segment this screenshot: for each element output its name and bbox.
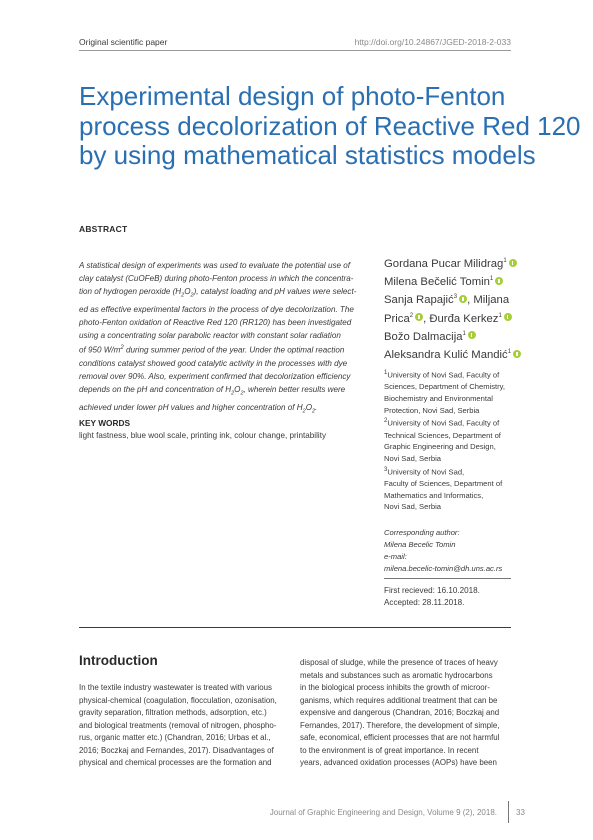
header-divider (79, 50, 511, 51)
subscript-O: O (234, 385, 241, 395)
abstract-line: clay catalyst (CuOFeB) during photo-Fenton process in which the concentra- (79, 274, 354, 284)
affiliation-text: University of Novi Sad, Faculty of (387, 370, 500, 380)
body-line: gravity separation, filtration methods, adsorption, etc.) (79, 708, 267, 717)
intro-column-1 (79, 682, 291, 770)
affiliation-line: Novi Sad, Serbia (384, 502, 441, 512)
author-name: Sanja Rapajić (384, 294, 454, 307)
affiliation-line: Sciences, Department of Chemistry, (384, 382, 505, 392)
abstract-line (79, 401, 371, 419)
affiliation-sup: 3 (384, 466, 388, 473)
corresponding-author (384, 527, 502, 575)
introduction-heading: Introduction (79, 653, 158, 668)
author-line (384, 309, 534, 327)
abstract-text: of 950 W/m (79, 345, 121, 355)
author-name: Gordana Pucar Milidrag (384, 257, 504, 270)
author-sup: 1 (507, 348, 512, 355)
author-name: Milena Bečelić Tomin (384, 275, 490, 288)
abstract-line (79, 285, 371, 303)
orcid-icon[interactable] (468, 331, 476, 339)
body-line: physical and chemical processes are the formation and (79, 758, 272, 767)
author-name: Božo Dalmacija (384, 330, 463, 343)
affiliation-line: Biochemistry and Environmental (384, 393, 493, 403)
author-line (384, 327, 534, 345)
paren: ) (193, 287, 197, 297)
affiliation-sup: 2 (384, 418, 388, 425)
article-dates (384, 585, 480, 610)
abstract-line: conditions catalyst showed good catalytic activity in the processes with dye (79, 358, 348, 368)
subscript: 2 (311, 408, 316, 415)
superscript: 2 (120, 345, 124, 352)
abstract-text: depends on the pH and concentration of H (79, 385, 232, 395)
affiliation-line: Technical Sciences, Department of (384, 430, 501, 440)
subscript: 2 (240, 390, 244, 397)
body-line: rus, organic matter etc.) (Chandran, 2016; Urbas et al., (79, 733, 271, 742)
body-line: ganisms, which requires additional treatment that can be (300, 695, 498, 705)
accepted-date: Accepted: 28.11.2018. (384, 598, 465, 608)
keywords-text: light fastness, blue wool scale, printing ink, colour change, printability (79, 431, 326, 440)
abstract-line (79, 342, 371, 357)
author-line (384, 290, 534, 308)
abstract-body (79, 259, 371, 419)
author-sup: 1 (462, 330, 466, 337)
affiliations (384, 368, 524, 513)
orcid-icon[interactable] (504, 313, 512, 321)
subscript: 2 (181, 292, 185, 299)
author-line (384, 345, 534, 363)
affiliation-line (384, 416, 524, 429)
title-line: by using mathematical statistics models (79, 140, 536, 170)
doi-link[interactable]: http://doi.org/10.24867/JGED-2018-2-033 (354, 37, 511, 47)
orcid-icon[interactable] (459, 295, 467, 303)
body-line: expensive and dangerous (Chandran, 2016; Boczkaj and (300, 708, 500, 717)
body-line: to the environment is of great importance. In recent (300, 745, 479, 755)
abstract-line (79, 383, 371, 401)
author-sup: 1 (503, 258, 507, 264)
orcid-icon[interactable] (415, 313, 423, 321)
author-sup: 1 (489, 276, 494, 283)
abstract-text: . (315, 402, 318, 412)
intro-column-2 (300, 657, 512, 770)
affiliation-line: Mathematics and Informatics, (384, 490, 484, 500)
affiliation-line: Graphic Engineering and Design, (384, 442, 496, 452)
author-name: Prica (384, 312, 410, 325)
orcid-icon[interactable] (495, 277, 503, 285)
body-line: safe, economical, efficient processes that are not harmful (300, 733, 500, 742)
journal-footer: Journal of Graphic Engineering and Design, Volume 9 (2), 2018. (269, 808, 497, 817)
author-sup: 1 (498, 312, 502, 319)
affiliation-line (384, 465, 524, 478)
author-name: , Đurđa Kerkez (423, 312, 499, 325)
abstract-text: , catalyst loading and pH values were select- (196, 287, 357, 297)
article-category: Original scientific paper (79, 37, 168, 47)
subscript-O: O (305, 402, 312, 412)
orcid-icon[interactable] (513, 350, 521, 358)
abstract-line: removal over 90%. Also, experiment confirmed that decolorization efficiency (79, 372, 351, 382)
section-divider (79, 627, 511, 628)
body-line: In the textile industry wastewater is treated with various (79, 683, 272, 692)
subscript-O: O (184, 287, 191, 297)
abstract-line: ed as effective experimental factors in the process of dye decolorization. The (79, 304, 354, 314)
title-line: Experimental design of photo-Fenton (79, 81, 506, 111)
body-line: physical-chemical (coagulation, flocculation, ozonisation, (79, 695, 277, 705)
received-date: First recieved: 16.10.2018. (384, 586, 480, 595)
body-line: metals and substances such as aromatic hydrocarbons (300, 670, 493, 680)
affiliation-line: Faculty of Sciences, Department of (384, 478, 503, 488)
corr-email-label: e-mail: (384, 552, 407, 561)
affiliation-text: University of Novi Sad, (387, 467, 465, 477)
affiliation-text: University of Novi Sad, Faculty of (387, 418, 500, 428)
author-sup: 2 (409, 312, 414, 319)
footer-divider (508, 801, 509, 823)
title-line: process decolorization of Reactive Red 120 (79, 110, 581, 141)
body-line: years, advanced oxidation processes (AOPs) have been (300, 758, 497, 767)
author-name: , Miljana (467, 294, 510, 307)
abstract-line: photo-Fenton oxidation of Reactive Red 120 (RR120) has been investigated (79, 317, 352, 327)
subscript: 2 (231, 390, 235, 397)
body-line: and biological treatments (removal of nitrogen, phospho- (79, 720, 277, 730)
affiliation-line (384, 368, 524, 381)
page-number: 33 (516, 808, 525, 817)
body-line: 2016; Boczkaj and Fernandes, 2017). Disadvantages of (79, 745, 274, 755)
abstract-text: achieved under lower pH values and higher concentration of H (79, 402, 303, 412)
affiliation-line: Protection, Novi Sad, Serbia (384, 405, 480, 415)
corr-email[interactable]: milena.becelic-tomin@dh.uns.ac.rs (384, 564, 503, 573)
abstract-text: , wherein better results were (243, 385, 346, 395)
affiliation-sup: 1 (384, 370, 388, 376)
affiliation-line: Novi Sad, Serbia (384, 453, 441, 463)
author-sup: 3 (453, 294, 458, 301)
corr-name: Milena Becelic Tomin (384, 540, 456, 549)
abstract-line: A statistical design of experiments was used to evaluate the potential use of (79, 261, 350, 270)
abstract-line: using a concentrating solar parabolic reactor with constant solar radiation (79, 331, 341, 341)
abstract-text: during summer period of the year. Under the optimal reaction (123, 345, 345, 355)
author-list (384, 254, 534, 363)
body-line: Fernandes, 2017). Therefore, the development of simple, (300, 720, 500, 730)
corresponding-divider (384, 578, 511, 579)
author-line (384, 272, 534, 290)
body-line: disposal of sludge, while the presence of traces of heavy (300, 658, 498, 667)
body-line: in the biological process inhibits the growth of microor- (300, 683, 490, 692)
keywords-heading: KEY WORDS (79, 418, 131, 428)
subscript: 2 (302, 408, 306, 415)
orcid-icon[interactable] (509, 259, 517, 267)
abstract-heading: ABSTRACT (79, 224, 128, 234)
paper-title (79, 81, 581, 171)
author-name: Aleksandra Kulić Mandić (384, 348, 508, 361)
abstract-text: tion of hydrogen peroxide (H (79, 287, 182, 297)
author-line (384, 254, 534, 272)
subscript: 2 (190, 292, 194, 299)
corr-label: Corresponding author: (384, 528, 460, 537)
